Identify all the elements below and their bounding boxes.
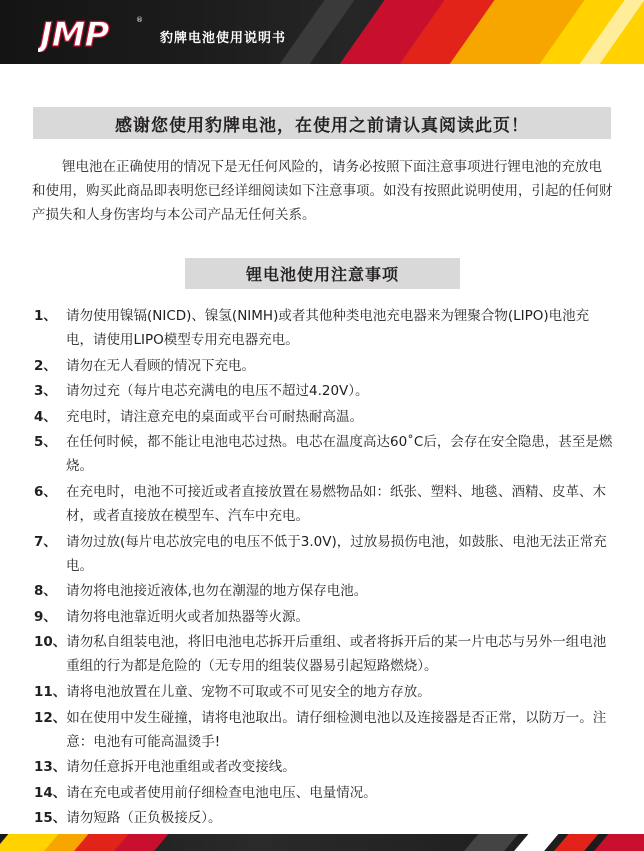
list-item-text: 请在充电或者使用前仔细检查电池电压、电量情况。 [66, 784, 377, 801]
list-item-text: 请勿私自组装电池，将旧电池电芯拆开后重组、或者将拆开后的某一片电芯与另外一组电池重组的行为都是危险的（无专用的组装仪器易引起短路燃烧）。 [66, 634, 607, 675]
list-item-text: 请勿使用镍镉(NICD)、镍氢(NIMH)或者其他种类电池充电器来为锂聚合物(LIPO)电池充电，请使用LIPO模型专用充电器充电。 [66, 308, 590, 348]
list-item-number: 6、 [34, 483, 57, 500]
list-item-text: 请勿过放(每片电芯放完电的电压不低于3.0V)，过放易损伤电池，如鼓胀、电池无法正常充电。 [66, 533, 607, 574]
brand-logo [38, 12, 148, 52]
footer-stripe [457, 834, 522, 851]
list-item-number: 3、 [34, 383, 57, 400]
list-item [34, 630, 616, 678]
list-item-number: 2、 [34, 357, 57, 374]
notice-list [34, 304, 616, 832]
list-item [34, 605, 616, 629]
list-item-text: 请勿在无人看顾的情况下充电。 [66, 357, 255, 374]
list-item [34, 530, 616, 578]
list-item [34, 354, 616, 378]
footer-band [0, 834, 644, 851]
list-item-text: 如在使用中发生碰撞，请将电池取出。请仔细检测电池以及连接器是否正常，以防万一。注意：电池有可能高温烫手! [66, 709, 607, 750]
list-item-text: 请勿将电池靠近明火或者加热器等火源。 [66, 608, 309, 625]
list-item-text: 在任何时候，都不能让电池电芯过热。电芯在温度高达60˚C后，会存在安全隐患，甚至是燃烧。 [66, 434, 613, 475]
list-item-number: 9、 [34, 608, 57, 625]
section-title: 锂电池使用注意事项 [185, 258, 460, 289]
list-item [34, 706, 616, 754]
list-item [34, 405, 616, 429]
header-band [0, 0, 644, 64]
list-item-number: 14、 [34, 784, 67, 801]
brand-title: 豹牌电池使用说明书 [160, 31, 287, 46]
list-item-text: 请勿过充（每片电芯充满电的电压不超过4.20V）。 [66, 383, 369, 400]
list-item [34, 806, 616, 830]
list-item [34, 579, 616, 603]
list-item-text: 请勿将电池接近液体,也勿在潮湿的地方保存电池。 [66, 583, 368, 600]
list-item [34, 304, 616, 352]
svg-text:®: ® [136, 16, 143, 24]
list-item [34, 781, 616, 805]
list-item [34, 480, 616, 528]
intro-text: 锂电池在正确使用的情况下是无任何风险的，请务必按照下面注意事项进行锂电池的充放电和使用，购买此商品即表明您已经详细阅读如下注意事项。如没有按照此说明使用，引起的任何财产损失和人身伤害均与本公司产品无任何关系。 [32, 159, 613, 223]
list-item-number: 11、 [34, 683, 67, 700]
list-item-number: 15、 [34, 810, 67, 827]
list-item-number: 13、 [34, 759, 67, 776]
list-item-number: 10、 [34, 634, 67, 651]
list-item [34, 379, 616, 403]
list-item-number: 8、 [34, 583, 57, 600]
svg-text:JMP: JMP [40, 15, 109, 52]
list-item-text: 充电时，请注意充电的桌面或平台可耐热耐高温。 [66, 408, 363, 425]
list-item-number: 4、 [34, 408, 57, 425]
list-item-text: 请勿任意拆开电池重组或者改变接线。 [66, 759, 296, 776]
list-item-number: 12、 [34, 709, 67, 726]
list-item-number: 1、 [34, 308, 57, 324]
list-item-number: 7、 [34, 533, 57, 550]
list-item [34, 680, 616, 704]
thank-you-banner: 感谢您使用豹牌电池，在使用之前请认真阅读此页！ [33, 107, 611, 139]
list-item-text: 请将电池放置在儿童、宠物不可取或不可见安全的地方存放。 [66, 683, 431, 700]
list-item [34, 430, 616, 478]
list-item [34, 755, 616, 779]
intro-paragraph [32, 155, 614, 227]
list-item-text: 请勿短路（正负极接反）。 [66, 810, 222, 827]
list-item-number: 5、 [34, 434, 57, 451]
list-item-text: 在充电时，电池不可接近或者直接放置在易燃物品如：纸张、塑料、地毯、酒精、皮革、木材，或者直接放在模型车、汽车中充电。 [66, 483, 606, 524]
